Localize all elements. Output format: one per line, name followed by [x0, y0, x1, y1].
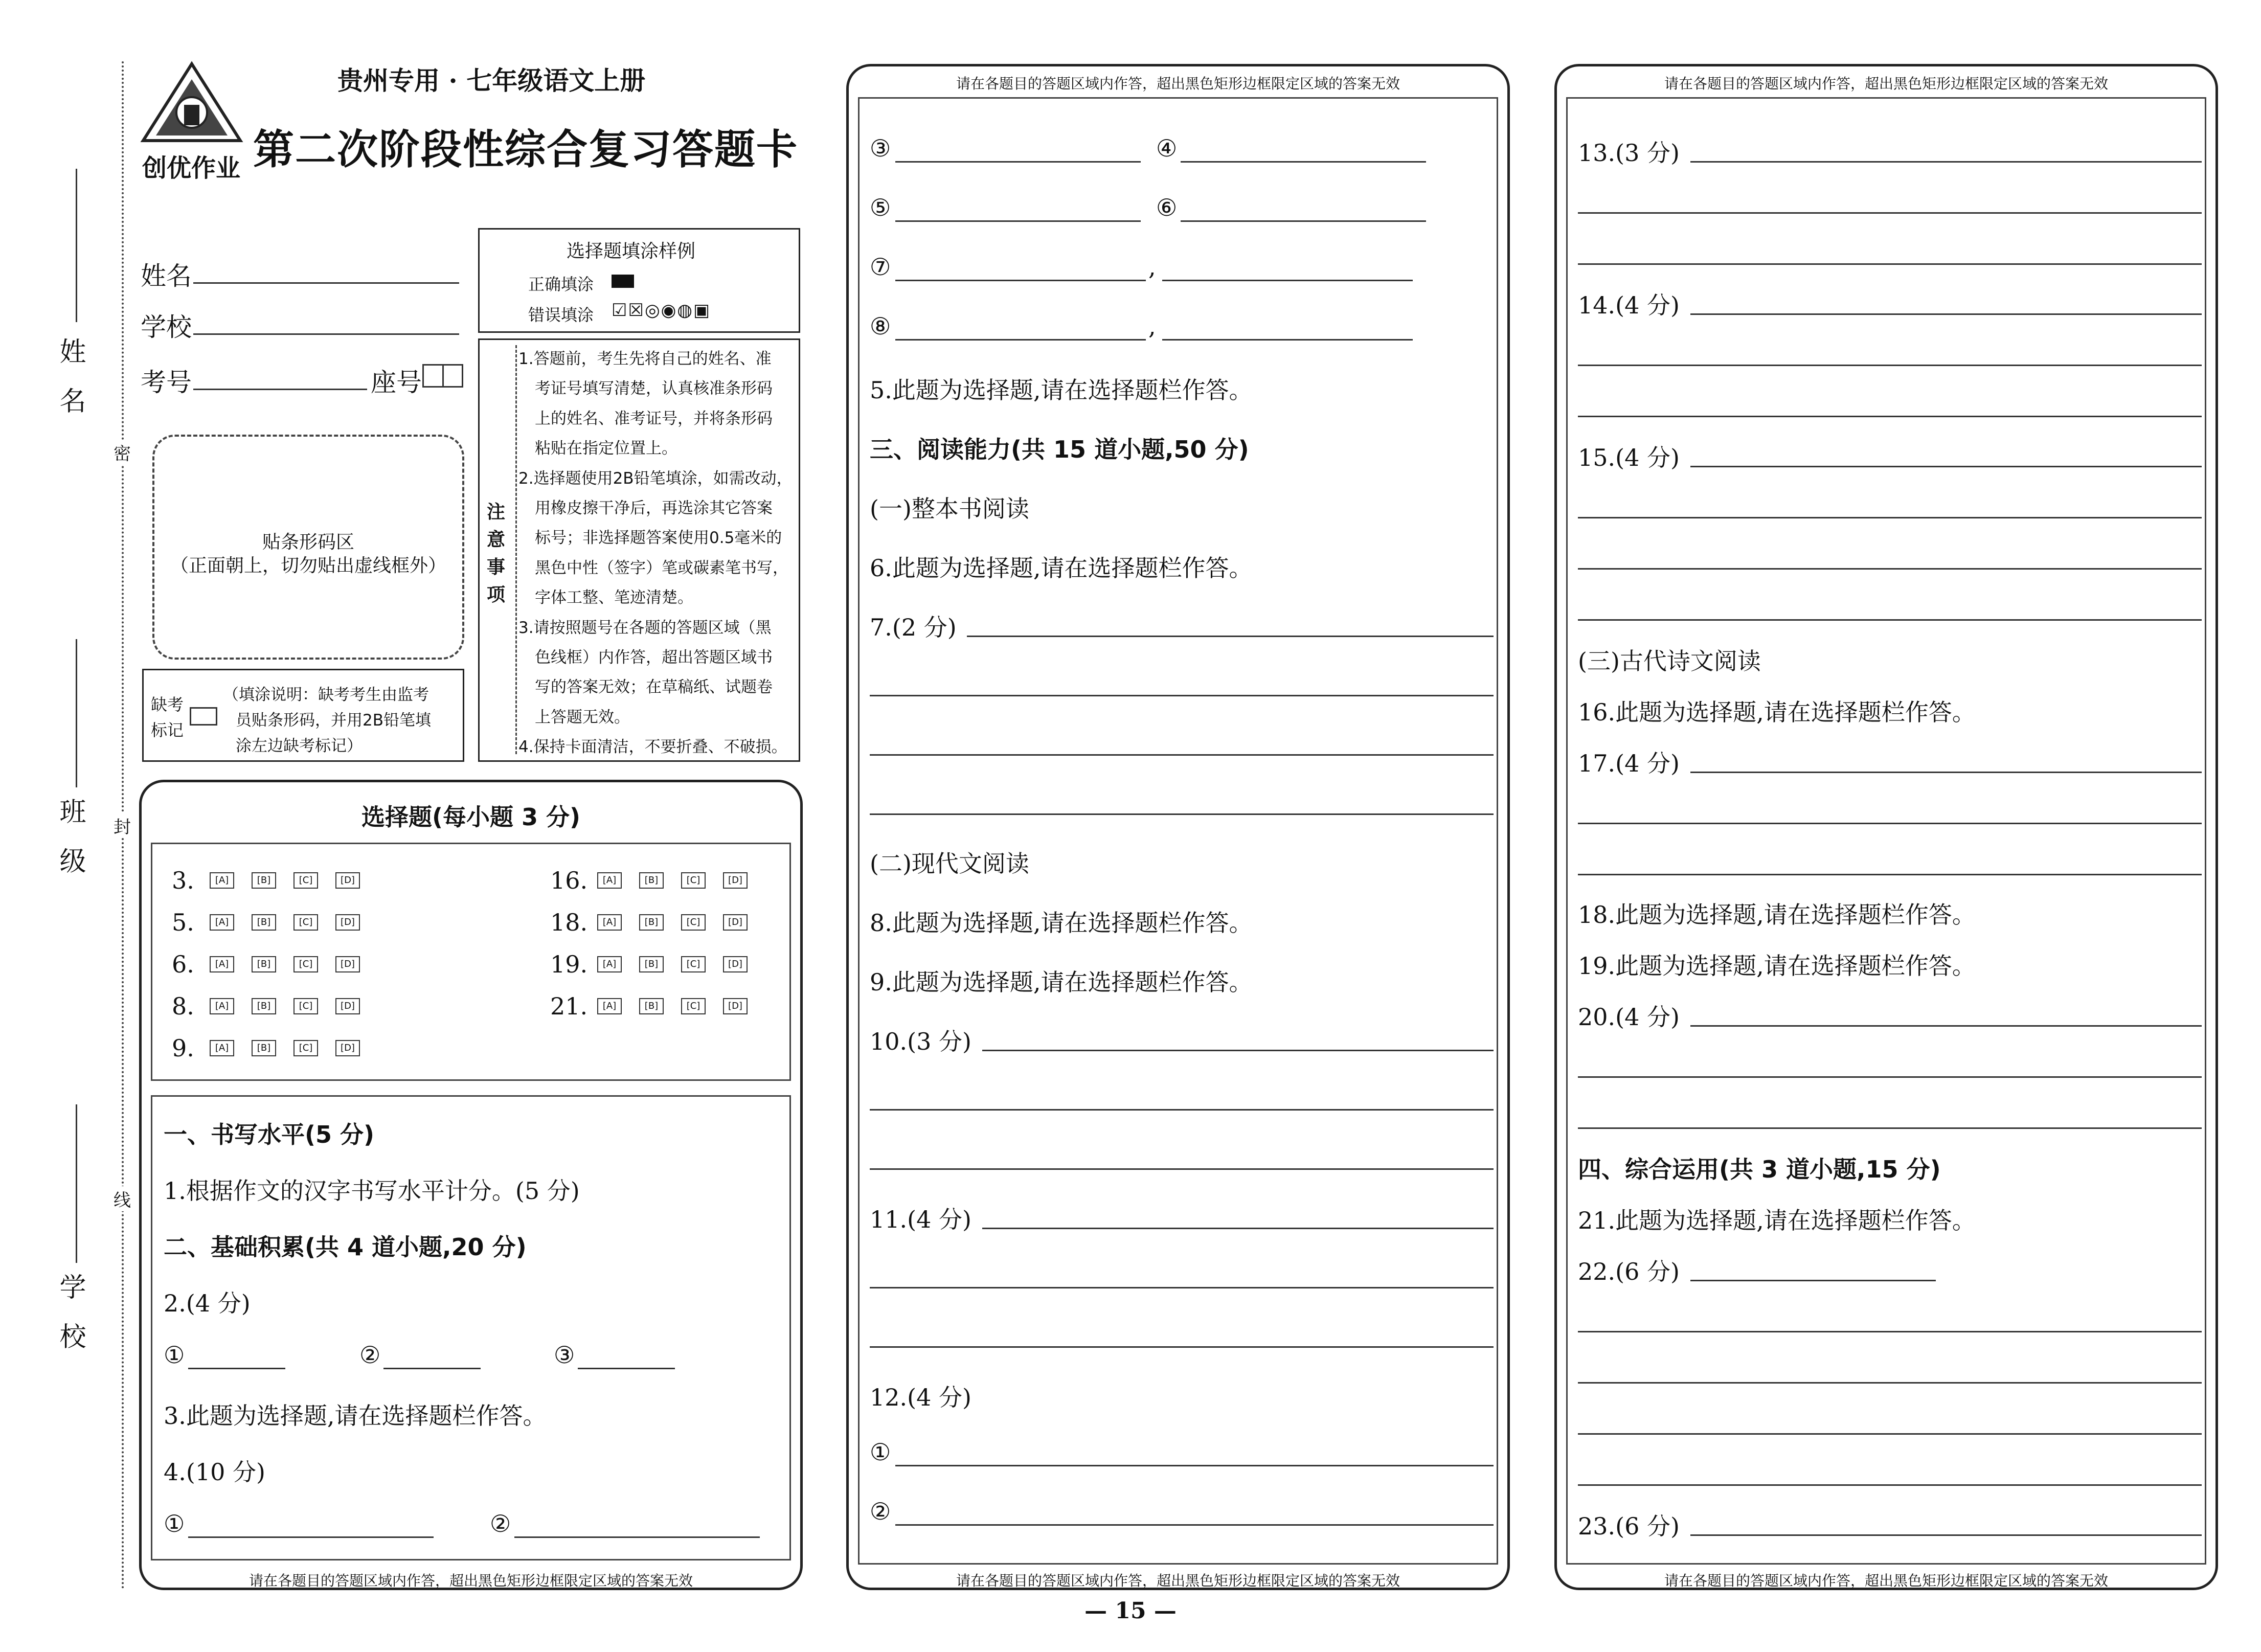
q2-mark-3: ③ [554, 1341, 575, 1369]
seal-char-mi: 密 [114, 440, 131, 465]
exam-no-field[interactable] [193, 389, 367, 390]
q20-line-3[interactable] [1578, 1127, 2202, 1129]
page-title: 第二次阶段性综合复习答题卡 [253, 126, 798, 173]
q15-line-4[interactable] [1578, 619, 2202, 621]
panel-middle-top-notice: 请在各题目的答题区域内作答，超出黑色矩形边框限定区域的答案无效 [956, 75, 1400, 92]
question-5: 5.此题为选择题,请在选择题栏作答。 [870, 376, 1253, 404]
notice-line: 字体工整、笔迹清楚。 [535, 589, 693, 607]
logo-icon [138, 59, 245, 161]
q2-answer-2[interactable] [383, 1368, 481, 1369]
name-field[interactable] [193, 282, 459, 284]
q10-line-1[interactable] [982, 1050, 1494, 1051]
question-17: 17.(4 分) [1578, 750, 1680, 777]
q20-line-1[interactable] [1690, 1025, 2202, 1027]
question-19: 19.此题为选择题,请在选择题栏作答。 [1578, 952, 1976, 980]
notice-line: 黑色中性（签字）笔或碳素笔书写， [535, 558, 788, 577]
q4-answer-2[interactable] [514, 1536, 760, 1538]
q2-answer-1[interactable] [188, 1368, 285, 1369]
choice-row [550, 943, 765, 985]
choice-number: 16. [550, 867, 588, 894]
q17-line-1[interactable] [1690, 772, 2202, 773]
q14-line-2[interactable] [1578, 365, 2202, 366]
question-23: 23.(6 分) [1578, 1512, 1680, 1540]
choice-number: 6. [172, 951, 194, 978]
notice-heading: 注意事项 [487, 502, 506, 605]
q2-mark-1: ① [164, 1341, 185, 1369]
subsection-3: (三)古代诗文阅读 [1578, 647, 1761, 675]
choice-row [172, 1027, 377, 1069]
q12-mark-2: ② [870, 1498, 891, 1525]
mark-3: ③ [870, 134, 891, 162]
question-12: 12.(4 分) [870, 1384, 971, 1411]
mark-5: ⑤ [870, 194, 891, 221]
margin-school-line[interactable] [76, 1104, 77, 1263]
notice-line: 3.请按照题号在各题的答题区域（黑 [518, 618, 772, 637]
choice-number: 18. [550, 909, 588, 936]
q11-line-2[interactable] [870, 1287, 1494, 1288]
q7-line-4[interactable] [870, 813, 1494, 815]
question-15: 15.(4 分) [1578, 444, 1680, 471]
absent-label-1: 缺考 [151, 695, 184, 714]
panel-left-notice: 请在各题目的答题区域内作答，超出黑色矩形边框限定区域的答案无效 [248, 1572, 693, 1589]
choice-bubble-c[interactable]: [C] [293, 1040, 318, 1056]
choice-bubble-c[interactable]: [C] [293, 872, 318, 889]
choice-bubble-d[interactable]: [D] [335, 956, 360, 972]
logo-text: 创优作业 [142, 154, 241, 183]
absent-label-2: 标记 [151, 720, 184, 740]
q12-mark-1: ① [870, 1438, 891, 1466]
mark-4: ④ [1156, 134, 1178, 162]
answer-mark-7a[interactable] [895, 280, 1146, 281]
question-11: 11.(4 分) [870, 1206, 971, 1233]
answer-mark-8a[interactable] [895, 339, 1146, 341]
q4-mark-2: ② [490, 1510, 511, 1537]
choice-bubble-b[interactable]: [B] [639, 998, 664, 1014]
q4-mark-1: ① [164, 1510, 185, 1537]
absent-note-3: 涂左边缺考标记） [236, 737, 363, 755]
choice-bubble-b[interactable]: [B] [252, 914, 276, 931]
q14-line-1[interactable] [1690, 313, 2202, 315]
choice-number: 8. [172, 992, 194, 1020]
question-1: 1.根据作文的汉字书写水平计分。(5 分) [164, 1177, 580, 1205]
margin-name-line[interactable] [76, 169, 77, 322]
page-number: — 15 — [1084, 1598, 1177, 1624]
choice-row [172, 985, 377, 1027]
q11-line-3[interactable] [870, 1346, 1494, 1348]
q15-line-2[interactable] [1578, 517, 2202, 518]
notice-line: 4.保持卡面清洁，不要折叠、不破损。 [518, 738, 787, 757]
q10-line-3[interactable] [870, 1168, 1494, 1170]
correct-fill-mark [612, 275, 634, 288]
choice-number: 3. [172, 867, 194, 894]
q2-answer-3[interactable] [578, 1368, 675, 1369]
question-18: 18.此题为选择题,请在选择题栏作答。 [1578, 901, 1976, 929]
margin-label-class: 班 级 [55, 798, 85, 881]
panel-right-area [1566, 97, 2206, 1565]
choice-bubble-a[interactable]: [A] [210, 1040, 234, 1056]
margin-label-school: 学 校 [55, 1273, 85, 1356]
notice-list [515, 344, 800, 762]
choice-bubble-c[interactable]: [C] [681, 998, 706, 1014]
choice-number: 9. [172, 1034, 194, 1062]
question-3: 3.此题为选择题,请在选择题栏作答。 [164, 1402, 547, 1430]
choice-row [172, 901, 377, 943]
q11-line-1[interactable] [982, 1228, 1494, 1229]
q7-line-3[interactable] [870, 754, 1494, 756]
notice-box [478, 338, 800, 762]
q20-line-2[interactable] [1578, 1076, 2202, 1078]
choice-bubble-c[interactable]: [C] [681, 956, 706, 972]
seal-char-xian: 线 [114, 1186, 131, 1211]
choice-bubble-d[interactable]: [D] [335, 872, 360, 889]
choice-bubble-a[interactable]: [A] [597, 872, 622, 889]
barcode-title: 贴条形码区 [262, 532, 354, 553]
section-writing [151, 1095, 791, 1560]
absent-note-2: 员贴条形码，并用2B铅笔填 [236, 711, 431, 730]
wrong-fill-label: 错误填涂 [528, 305, 594, 325]
school-field[interactable] [193, 333, 459, 335]
q15-line-3[interactable] [1578, 568, 2202, 570]
choice-row [550, 985, 765, 1027]
absent-checkbox[interactable] [190, 707, 217, 726]
answer-mark-3[interactable] [895, 161, 1141, 163]
choice-bubble-b[interactable]: [B] [639, 956, 664, 972]
question-7: 7.(2 分) [870, 614, 957, 641]
mark-7: ⑦ [870, 253, 891, 281]
q13-line-3[interactable] [1578, 263, 2202, 265]
choice-bubble-a[interactable]: [A] [210, 914, 234, 931]
notice-line: 2.选择题使用2B铅笔填涂，如需改动， [518, 469, 793, 488]
comma-7: , [1148, 253, 1156, 281]
q13-line-1[interactable] [1690, 161, 2202, 163]
q22-line-2[interactable] [1578, 1331, 2202, 1332]
comma-8: , [1148, 312, 1156, 340]
notice-line: 上答题无效。 [535, 708, 630, 727]
mark-6: ⑥ [1156, 194, 1178, 221]
choice-bubble-a[interactable]: [A] [210, 998, 234, 1014]
notice-line: 色线框）内作答，超出答题区域书 [535, 648, 773, 667]
choice-bubble-d[interactable]: [D] [335, 998, 360, 1014]
wrong-fill-marks: ☑☒◎◉◍▣ [612, 300, 711, 321]
subsection-1: (一)整本书阅读 [870, 495, 1029, 523]
choice-row [172, 859, 377, 901]
q2-mark-2: ② [359, 1341, 381, 1369]
seal-char-feng: 封 [114, 813, 131, 838]
choice-bubble-b[interactable]: [B] [252, 956, 276, 972]
notice-line: 上的姓名、准考证号，并将条形码 [535, 409, 773, 428]
panel-right-bottom-notice: 请在各题目的答题区域内作答，超出黑色矩形边框限定区域的答案无效 [1664, 1572, 2108, 1589]
notice-line: 考证号填写清楚，认真核准条形码 [535, 379, 773, 398]
choice-bubble-d[interactable]: [D] [723, 872, 748, 889]
q22-line-4[interactable] [1578, 1433, 2202, 1435]
q22-line-3[interactable] [1578, 1382, 2202, 1384]
question-22: 22.(6 分) [1578, 1258, 1680, 1285]
margin-class-line[interactable] [76, 639, 77, 787]
notice-line: 粘贴在指定位置上。 [535, 439, 677, 458]
choice-bubble-c[interactable]: [C] [681, 914, 706, 931]
q14-line-3[interactable] [1578, 416, 2202, 417]
seat-label: 座号 [371, 368, 422, 397]
notice-line: 1.答题前，考生先将自己的姓名、准 [518, 350, 772, 368]
choice-number: 5. [172, 909, 194, 936]
section-4-title: 四、综合运用(共 3 道小题,15 分) [1578, 1156, 1941, 1183]
choice-bubble-c[interactable]: [C] [293, 998, 318, 1014]
choice-bubble-c[interactable]: [C] [293, 914, 318, 931]
fill-sample-box [478, 228, 800, 333]
answer-mark-5[interactable] [895, 220, 1141, 222]
choice-bubble-a[interactable]: [A] [597, 956, 622, 972]
question-8: 8.此题为选择题,请在选择题栏作答。 [870, 909, 1253, 937]
panel-right-top-notice: 请在各题目的答题区域内作答，超出黑色矩形边框限定区域的答案无效 [1664, 75, 2108, 92]
choice-bubble-d[interactable]: [D] [723, 956, 748, 972]
choice-row [550, 901, 765, 943]
panel-right [1554, 64, 2218, 1590]
choice-bubble-b[interactable]: [B] [252, 998, 276, 1014]
question-14: 14.(4 分) [1578, 291, 1680, 319]
choice-bubble-d[interactable]: [D] [335, 1040, 360, 1056]
choice-number: 21. [550, 992, 588, 1020]
q17-line-2[interactable] [1578, 823, 2202, 824]
choice-title: 选择题(每小题 3 分) [361, 803, 581, 831]
q7-line-2[interactable] [870, 695, 1494, 696]
exam-no-label: 考号 [141, 368, 192, 397]
choice-bubble-c[interactable]: [C] [293, 956, 318, 972]
correct-fill-label: 正确填涂 [528, 275, 594, 294]
question-6: 6.此题为选择题,请在选择题栏作答。 [870, 554, 1253, 582]
q12-answer-1[interactable] [895, 1465, 1494, 1466]
school-label: 学校 [141, 312, 192, 342]
choice-bubble-a[interactable]: [A] [210, 956, 234, 972]
question-9: 9.此题为选择题,请在选择题栏作答。 [870, 968, 1253, 996]
mark-8: ⑧ [870, 312, 891, 340]
fill-sample-title: 选择题填涂样例 [567, 241, 696, 262]
choice-bubble-b[interactable]: [B] [252, 1040, 276, 1056]
choice-bubble-b[interactable]: [B] [639, 872, 664, 889]
notice-line: 用橡皮擦干净后，再选涂其它答案 [535, 499, 773, 518]
q22-line-5[interactable] [1578, 1484, 2202, 1486]
choice-bubble-a[interactable]: [A] [210, 872, 234, 889]
choice-bubble-b[interactable]: [B] [252, 872, 276, 889]
choice-bubble-d[interactable]: [D] [723, 998, 748, 1014]
q12-answer-2[interactable] [895, 1524, 1494, 1526]
choice-row [172, 943, 377, 985]
q17-line-3[interactable] [1578, 874, 2202, 875]
choice-bubble-d[interactable]: [D] [335, 914, 360, 931]
panel-middle [846, 64, 1510, 1590]
notice-line: 标号；非选择题答案使用0.5毫米的 [535, 529, 782, 548]
choice-number: 19. [550, 951, 588, 978]
section-2-title: 二、基础积累(共 4 道小题,20 分) [164, 1233, 527, 1261]
question-4: 4.(10 分) [164, 1458, 265, 1486]
q4-answer-1[interactable] [188, 1536, 434, 1538]
answer-mark-4[interactable] [1181, 161, 1426, 163]
choice-grid [151, 843, 791, 1081]
q23-line-1[interactable] [1690, 1534, 2202, 1536]
choice-row [550, 859, 765, 901]
q15-line-1[interactable] [1690, 466, 2202, 467]
barcode-area[interactable] [152, 435, 464, 660]
question-21: 21.此题为选择题,请在选择题栏作答。 [1578, 1207, 1976, 1234]
absent-box [142, 669, 464, 762]
choice-bubble-a[interactable]: [A] [597, 914, 622, 931]
q10-line-2[interactable] [870, 1109, 1494, 1111]
answer-mark-6[interactable] [1181, 220, 1426, 222]
choice-bubble-b[interactable]: [B] [639, 914, 664, 931]
answer-mark-7b[interactable] [1162, 280, 1413, 281]
q22-line-1[interactable] [1690, 1280, 1936, 1281]
q13-line-2[interactable] [1578, 212, 2202, 214]
panel-left [139, 780, 803, 1590]
question-10: 10.(3 分) [870, 1028, 971, 1055]
choice-bubble-a[interactable]: [A] [597, 998, 622, 1014]
answer-mark-8b[interactable] [1162, 339, 1413, 341]
question-20: 20.(4 分) [1578, 1003, 1680, 1031]
seat-box[interactable] [422, 364, 463, 388]
section-1-title: 一、书写水平(5 分) [164, 1121, 375, 1148]
notice-line: 写的答案无效；在草稿纸、试题卷 [535, 678, 773, 697]
choice-bubble-d[interactable]: [D] [723, 914, 748, 931]
barcode-note: （正面朝上，切勿贴出虚线框外） [170, 555, 446, 576]
name-label: 姓名 [141, 261, 192, 291]
q7-line-1[interactable] [967, 636, 1494, 637]
subsection-2: (二)现代文阅读 [870, 850, 1029, 877]
choice-bubble-c[interactable]: [C] [681, 872, 706, 889]
question-13: 13.(3 分) [1578, 139, 1680, 167]
panel-middle-area [858, 97, 1498, 1565]
absent-note-1: （填涂说明：缺考考生由监考 [223, 686, 429, 704]
question-2: 2.(4 分) [164, 1289, 251, 1317]
question-16: 16.此题为选择题,请在选择题栏作答。 [1578, 698, 1976, 726]
section-3-title: 三、阅读能力(共 15 道小题,50 分) [870, 436, 1249, 463]
margin-label-name: 姓 名 [55, 337, 85, 421]
header-subtitle: 贵州专用 · 七年级语文上册 [337, 65, 646, 96]
panel-middle-bottom-notice: 请在各题目的答题区域内作答，超出黑色矩形边框限定区域的答案无效 [956, 1572, 1400, 1589]
